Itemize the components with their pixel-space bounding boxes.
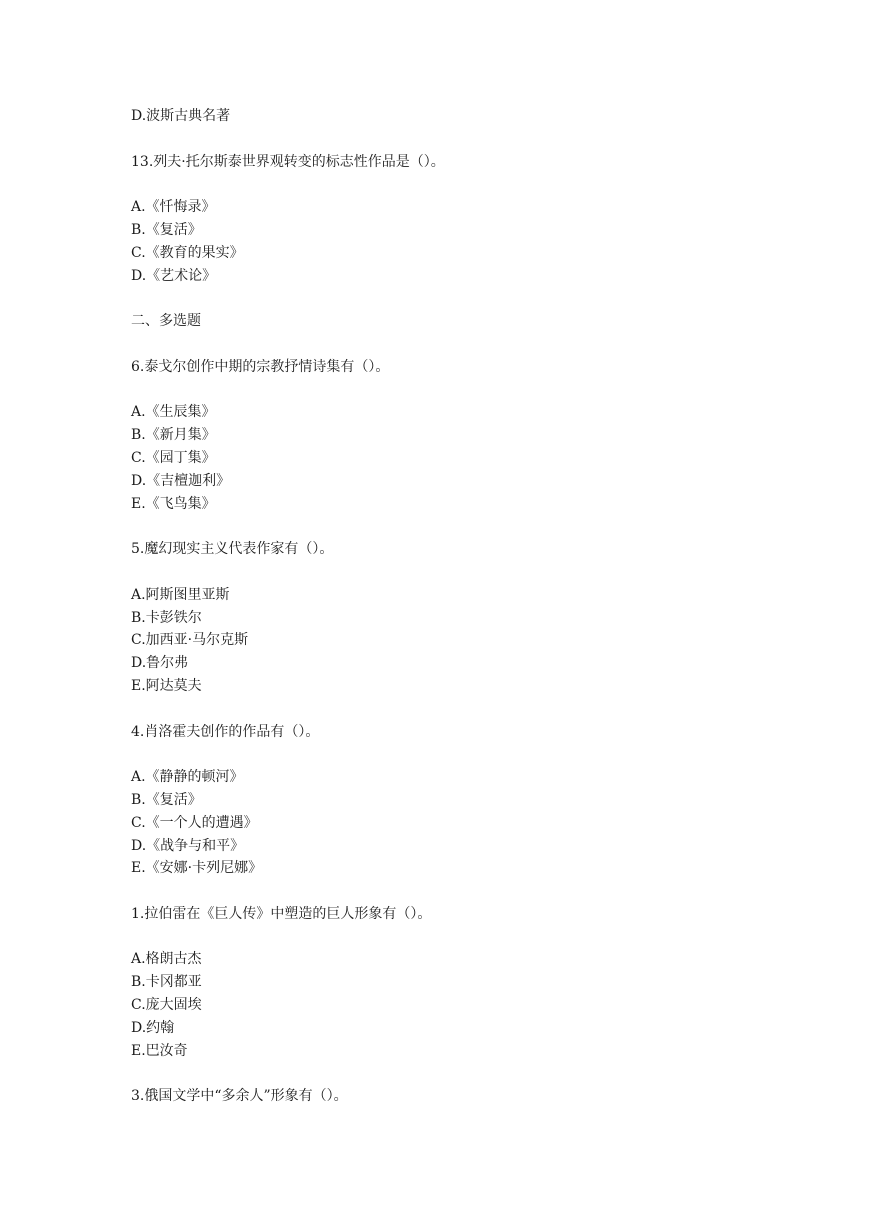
blank-line bbox=[131, 333, 811, 356]
option-line: D.《吉檀迦利》 bbox=[131, 472, 231, 489]
option-line: B.《复活》 bbox=[131, 221, 202, 238]
blank-line bbox=[131, 880, 811, 903]
option-line: D.波斯古典名著 bbox=[131, 108, 231, 124]
question-line: 5.魔幻现实主义代表作家有（）。 bbox=[131, 541, 334, 558]
question-line: 1.拉伯雷在《巨人传》中塑造的巨人形象有（）。 bbox=[131, 905, 432, 922]
blank-line bbox=[131, 698, 811, 721]
option-line: D.鲁尔弗 bbox=[131, 655, 189, 672]
question-line: 6.泰戈尔创作中期的宗教抒情诗集有（）。 bbox=[131, 358, 390, 375]
option-line: A.《忏悔录》 bbox=[131, 199, 216, 216]
question-line: 4.肖洛霍夫创作的作品有（）。 bbox=[131, 723, 320, 740]
option-line: A.《生辰集》 bbox=[131, 404, 216, 421]
option-line: B.《新月集》 bbox=[131, 427, 216, 444]
question-line: 3.俄国文学中“多余人”形象有（）。 bbox=[131, 1088, 348, 1105]
option-line: D.约翰 bbox=[131, 1019, 175, 1036]
blank-line bbox=[131, 926, 811, 949]
option-line: A.阿斯图里亚斯 bbox=[131, 586, 230, 603]
blank-line bbox=[131, 173, 811, 196]
option-line: C.《园丁集》 bbox=[131, 449, 216, 466]
option-line: A.格朗古杰 bbox=[131, 951, 202, 968]
option-line: E.《飞鸟集》 bbox=[131, 495, 216, 512]
blank-line bbox=[131, 128, 811, 151]
document-page bbox=[131, 105, 811, 1108]
option-line: C.《一个人的遭遇》 bbox=[131, 814, 258, 831]
blank-line bbox=[131, 287, 811, 310]
option-line: E.《安娜·卡列尼娜》 bbox=[131, 860, 263, 877]
option-line: E.阿达莫夫 bbox=[131, 677, 202, 694]
blank-line bbox=[131, 515, 811, 538]
option-line: D.《艺术论》 bbox=[131, 267, 217, 284]
option-line: C.庞大固埃 bbox=[131, 997, 202, 1014]
option-line: B.卡彭铁尔 bbox=[131, 609, 202, 626]
blank-line bbox=[131, 743, 811, 766]
option-line: E.巴汝奇 bbox=[131, 1042, 188, 1059]
option-line: C.《教育的果实》 bbox=[131, 244, 244, 261]
blank-line bbox=[131, 1062, 811, 1085]
blank-line bbox=[131, 561, 811, 584]
question-line: 13.列夫·托尔斯泰世界观转变的标志性作品是（）。 bbox=[131, 153, 445, 170]
option-line: B.卡冈都亚 bbox=[131, 974, 202, 991]
option-line: A.《静静的顿河》 bbox=[131, 769, 244, 786]
option-line: B.《复活》 bbox=[131, 791, 202, 808]
option-line: D.《战争与和平》 bbox=[131, 837, 245, 854]
option-line: C.加西亚·马尔克斯 bbox=[131, 632, 249, 649]
section-heading: 二、多选题 bbox=[131, 313, 201, 330]
blank-line bbox=[131, 379, 811, 402]
